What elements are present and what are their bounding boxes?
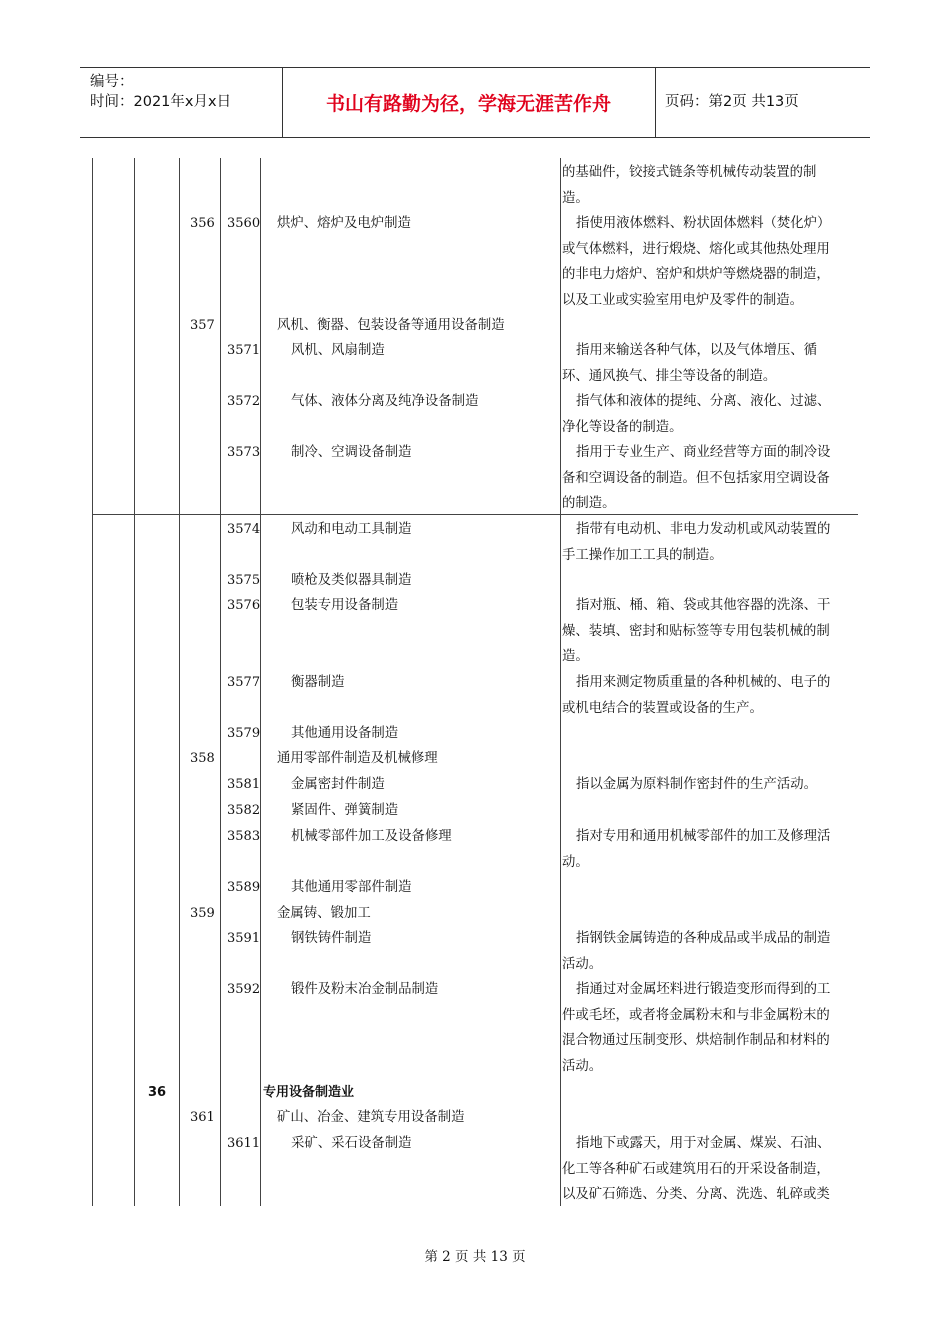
category-name: 其他通用零部件制造 xyxy=(291,880,412,895)
class-code: 3575 xyxy=(227,573,261,588)
category-name: 包装专用设备制造 xyxy=(291,598,399,613)
column-rule xyxy=(179,158,180,1206)
group-code: 356 xyxy=(190,216,215,231)
class-code: 3576 xyxy=(227,598,261,613)
category-name: 风机、衡器、包装设备等通用设备制造 xyxy=(277,318,505,333)
category-name: 衡器制造 xyxy=(291,675,345,690)
column-rule xyxy=(260,158,261,1206)
group-code: 357 xyxy=(190,318,215,333)
column-rule xyxy=(134,158,135,1206)
column-rule xyxy=(560,158,561,1206)
group-code: 358 xyxy=(190,751,215,766)
desc-cell: 指地下或露天，用于对金属、煤炭、石油、 化工等各种矿石或建筑用石的开采设备制造， 以及矿石筛选、分类、分离、洗选、轧碎或类 xyxy=(562,1136,831,1202)
desc-cell: 指通过对金属坯料进行锻造变形而得到的工 件或毛坯，或者将金属粉末和与非金属粉末的 混合物通过压制变形、烘焙制作制品和材料的 活动。 xyxy=(562,982,831,1074)
category-name: 通用零部件制造及机械修理 xyxy=(277,751,438,766)
desc-cell: 指气体和液体的提纯、分离、液化、过滤、 净化等设备的制造。 xyxy=(562,394,831,435)
category-name: 烘炉、熔炉及电炉制造 xyxy=(277,216,411,231)
category-name: 金属密封件制造 xyxy=(291,777,385,792)
category-name: 气体、液体分离及纯净设备制造 xyxy=(291,394,479,409)
category-name: 紧固件、弹簧制造 xyxy=(291,803,399,818)
category-name: 喷枪及类似器具制造 xyxy=(291,573,412,588)
category-name: 机械零部件加工及设备修理 xyxy=(291,829,452,844)
class-code: 3591 xyxy=(227,931,261,946)
class-code: 3582 xyxy=(227,803,261,818)
class-code: 3589 xyxy=(227,880,261,895)
category-name: 其他通用设备制造 xyxy=(291,726,399,741)
desc-cell: 指用来输送各种气体，以及气体增压、循 环、通风换气、排尘等设备的制造。 xyxy=(562,343,818,384)
industry-classification-table xyxy=(92,158,858,1206)
page-header xyxy=(80,67,870,138)
class-code: 3611 xyxy=(227,1136,261,1151)
major-category-name: 专用设备制造业 xyxy=(263,1085,355,1100)
desc-cell: 指用于专业生产、商业经营等方面的制冷设 备和空调设备的制造。但不包括家用空调设备 的制造。 xyxy=(562,445,831,511)
desc-cell: 指钢铁金属铸造的各种成品或半成品的制造 活动。 xyxy=(562,931,831,972)
class-code: 3571 xyxy=(227,343,261,358)
class-code: 3592 xyxy=(227,982,261,997)
class-code: 3579 xyxy=(227,726,261,741)
category-name: 钢铁铸件制造 xyxy=(291,931,372,946)
column-rule xyxy=(92,158,93,1206)
time-label: 时间：2021年x月x日 xyxy=(90,94,232,110)
desc-cell: 指带有电动机、非电力发动机或风动装置的 手工操作加工工具的制造。 xyxy=(562,522,831,563)
class-code: 3574 xyxy=(227,522,261,537)
category-name: 采矿、采石设备制造 xyxy=(291,1136,412,1151)
major-code: 36 xyxy=(148,1085,167,1100)
class-code: 3581 xyxy=(227,777,261,792)
header-meta xyxy=(90,72,231,112)
desc-cell: 指对专用和通用机械零部件的加工及修理活 动。 xyxy=(562,829,831,870)
number-label: 编号： xyxy=(90,74,134,90)
header-divider xyxy=(655,68,656,137)
page-number-label: 页码：第2页 共13页 xyxy=(665,94,799,110)
group-code: 359 xyxy=(190,906,215,921)
class-code: 3577 xyxy=(227,675,261,690)
class-code: 3572 xyxy=(227,394,261,409)
desc-cell: 指用来测定物质重量的各种机械的、电子的 或机电结合的装置或设备的生产。 xyxy=(562,675,831,716)
class-code: 3573 xyxy=(227,445,261,460)
category-name: 矿山、冶金、建筑专用设备制造 xyxy=(277,1110,465,1125)
category-name: 制冷、空调设备制造 xyxy=(291,445,412,460)
desc-cell: 指以金属为原料制作密封件的生产活动。 xyxy=(576,777,818,792)
category-name: 风动和电动工具制造 xyxy=(291,522,412,537)
column-rule xyxy=(220,158,221,1206)
category-name: 锻件及粉末冶金制品制造 xyxy=(291,982,439,997)
header-motto: 书山有路勤为径，学海无涯苦作舟 xyxy=(325,93,611,115)
category-name: 金属铸、锻加工 xyxy=(277,906,371,921)
class-code: 3583 xyxy=(227,829,261,844)
desc-cell: 指使用液体燃料、粉状固体燃料（焚化炉） 或气体燃料，进行煅烧、熔化或其他热处理用 的非电力熔炉、窑炉和烘炉等燃烧器的制造， 以及工业或实验室用电炉及零件的制造。 xyxy=(562,216,831,308)
page-footer: 第 2 页 共 13 页 xyxy=(424,1249,526,1265)
desc-cell: 的基础件，铰接式链条等机械传动装置的制 造。 xyxy=(562,165,817,206)
class-code: 3560 xyxy=(227,216,261,231)
category-name: 风机、风扇制造 xyxy=(291,343,385,358)
desc-cell: 指对瓶、桶、箱、袋或其他容器的洗涤、干 燥、装填、密封和贴标签等专用包装机械的制 造。 xyxy=(562,598,831,664)
group-code: 361 xyxy=(190,1110,215,1125)
